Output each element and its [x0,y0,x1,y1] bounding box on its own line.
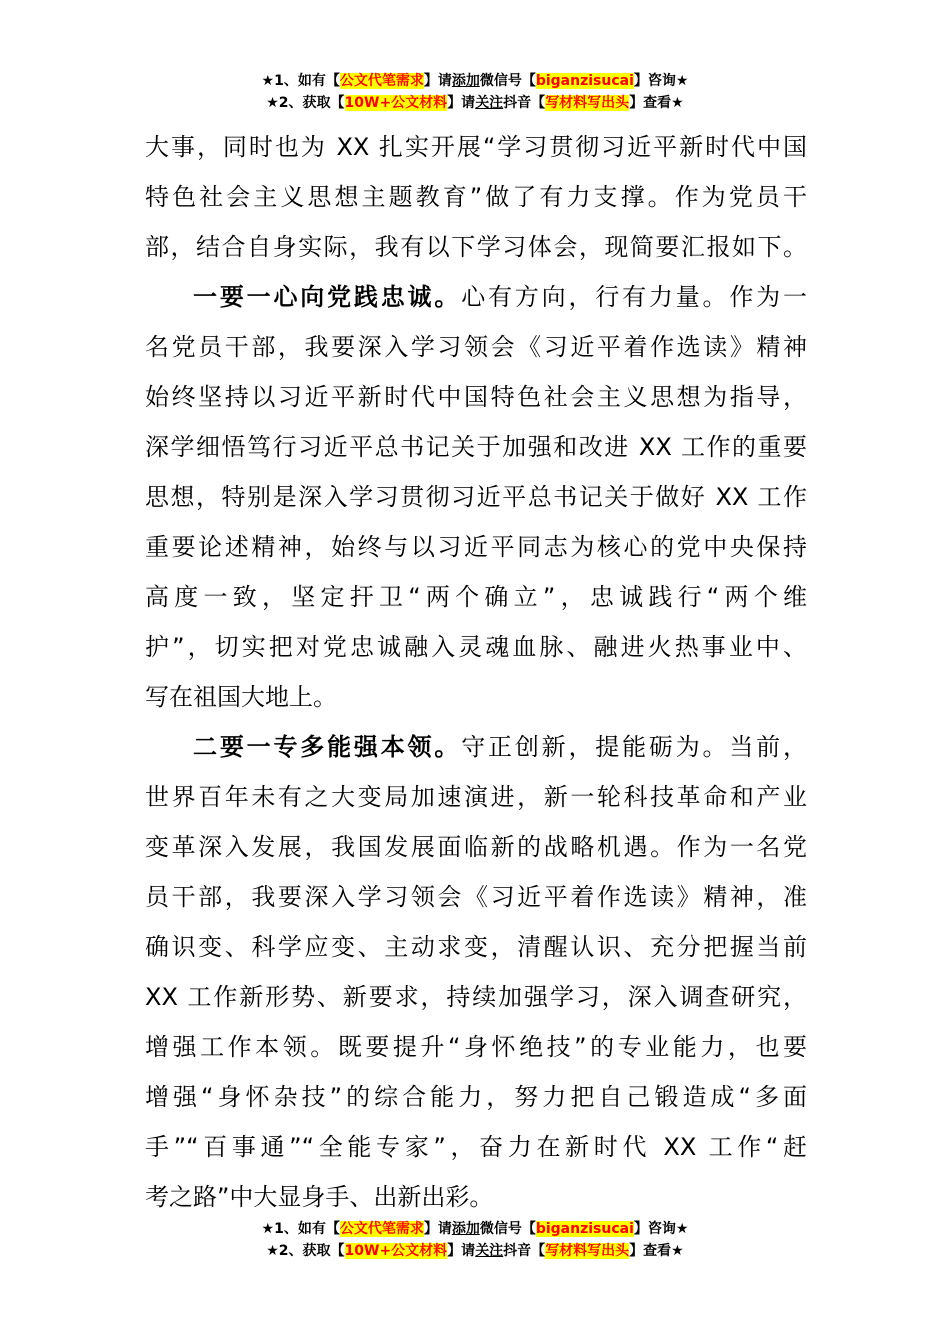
body-line [145,1022,807,1072]
banner-underline: 关注 [475,95,504,111]
banner-text: 】请 [447,1243,476,1259]
line-text: 名党员干部，我要深入学习领会《习近平着作选读》精神 [145,333,807,361]
section-heading: 一要一心向党践忠诚。 [193,283,462,311]
banner-underline: 添加 [451,1221,480,1237]
banner-highlight: 公文代笔需求 [339,73,424,89]
banner-underline: 关注 [475,1243,504,1259]
line-text: 变革深入发展，我国发展面临新的战略机遇。作为一名党 [145,833,807,861]
banner-highlight: 写材料写出头 [545,95,630,111]
line-text: XX 工作新形势、新要求，持续加强学习，深入调查研究， [145,983,807,1011]
banner-text: 】请 [447,95,476,111]
banner-highlight: 10W+公文材料 [344,1243,448,1259]
line-text: 考之路”中大显身手、出新出彩。 [145,1183,494,1211]
banner-text: 微信号【 [479,1221,536,1237]
line-text: 部，结合自身实际，我有以下学习体会，现简要汇报如下。 [145,233,807,261]
banner-text: 】请 [423,1221,452,1237]
body-line [145,672,807,722]
line-text: 重要论述精神，始终与以习近平同志为核心的党中央保持 [145,533,807,561]
body-line [145,322,807,372]
line-text: 大事，同时也为 XX 扎实开展“学习贯彻习近平新时代中国 [145,133,807,161]
body-line [145,772,807,822]
line-text: 增强工作本领。既要提升“身怀绝技”的专业能力，也要 [145,1033,807,1061]
body-line [145,472,807,522]
line-text: 心有方向，行有力量。作为一 [461,283,807,311]
line-text: 深学细悟笃行习近平总书记关于加强和改进 XX 工作的重要 [145,433,807,461]
body-line [145,222,807,272]
body-line [145,1072,807,1122]
banner-highlight: 10W+公文材料 [344,95,448,111]
banner-line-1 [0,70,950,92]
banner-text: 抖音【 [503,1243,546,1259]
banner-text: 】请 [423,73,452,89]
line-text: 世界百年未有之大变局加速演进，新一轮科技革命和产业 [145,783,807,811]
banner-text: 】咨询★ [633,1221,689,1237]
body-line [145,1172,807,1222]
body-line [145,872,807,922]
banner-text: ★1、如有【 [261,73,340,89]
banner-text: 】咨询★ [633,73,689,89]
body-line [145,1122,807,1172]
banner-underline: 添加 [451,73,480,89]
banner-highlight: 公文代笔需求 [339,1221,424,1237]
footer-banner [0,1218,950,1262]
body-line [145,122,807,172]
banner-line-1 [0,1218,950,1240]
body-line [145,172,807,222]
line-text: 增强“身怀杂技”的综合能力，努力把自己锻造成“多面 [145,1083,807,1111]
line-text: 员干部，我要深入学习领会《习近平着作选读》精神，准 [145,883,807,911]
banner-text: 】查看★ [629,95,684,111]
section-heading-line [145,722,807,772]
line-text: 写在祖国大地上。 [145,683,337,711]
banner-highlight: biganzisucai [535,1221,634,1237]
line-text: 思想，特别是深入学习贯彻习近平总书记关于做好 XX 工作 [145,483,807,511]
body-line [145,372,807,422]
line-text: 确识变、科学应变、主动求变，清醒认识、充分把握当前 [145,933,807,961]
line-text: 始终坚持以习近平新时代中国特色社会主义思想为指导， [145,383,807,411]
body-line [145,522,807,572]
line-text: 特色社会主义思想主题教育”做了有力支撑。作为党员干 [145,183,807,211]
body-line [145,922,807,972]
banner-text: ★1、如有【 [261,1221,340,1237]
body-line [145,822,807,872]
banner-highlight: biganzisucai [535,73,634,89]
body-line [145,422,807,472]
line-text: 护”，切实把对党忠诚融入灵魂血脉、融进火热事业中、 [145,633,807,661]
body-line [145,622,807,672]
banner-text: ★2、获取【 [266,1243,345,1259]
banner-text: 微信号【 [479,73,536,89]
banner-text: 】查看★ [629,1243,684,1259]
line-text: 高度一致，坚定扞卫“两个确立”，忠诚践行“两个维 [145,583,807,611]
body-line [145,972,807,1022]
header-banner [0,70,950,114]
banner-text: ★2、获取【 [266,95,345,111]
banner-line-2 [0,92,950,114]
banner-text: 抖音【 [503,95,546,111]
section-heading: 二要一专多能强本领。 [193,733,462,761]
body-line [145,572,807,622]
section-heading-line [145,272,807,322]
banner-line-2 [0,1240,950,1262]
banner-highlight: 写材料写出头 [545,1243,630,1259]
line-text: 守正创新，提能砺为。当前， [461,733,807,761]
document-body [145,122,807,1222]
line-text: 手”“百事通”“全能专家”，奋力在新时代 XX 工作“赶 [145,1133,807,1161]
